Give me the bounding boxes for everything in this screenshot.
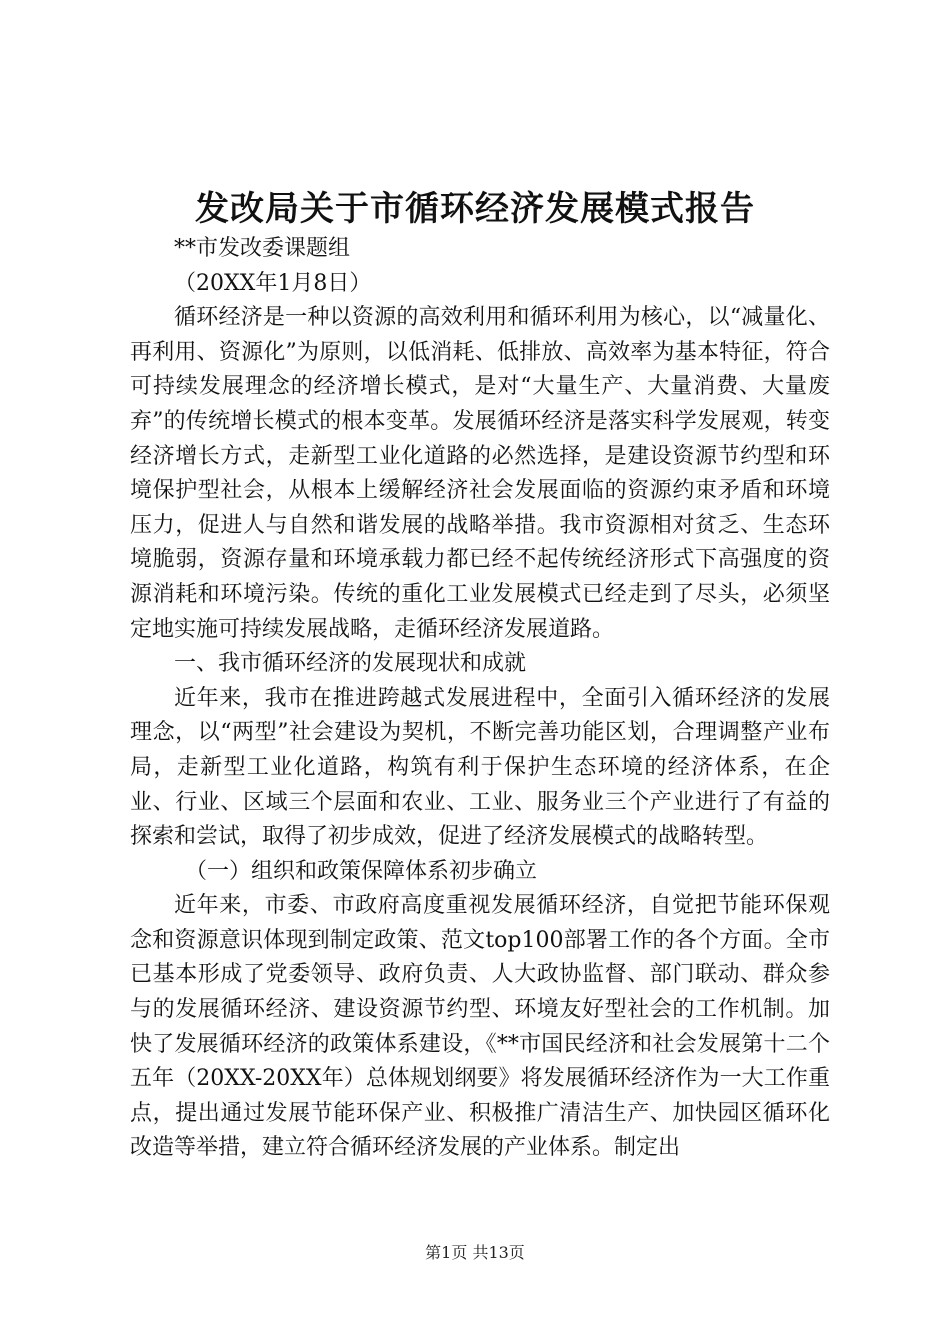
document-title: 发改局关于市循环经济发展模式报告: [195, 189, 755, 229]
page-number-footer: 第1页 共13页: [425, 1243, 525, 1262]
author-line: **市发改委课题组: [174, 236, 351, 261]
document-body: [130, 232, 830, 1166]
section-heading-1: 一、我市循环经济的发展现状和成就: [174, 651, 527, 677]
subsection-heading-1: （一）组织和政策保障体系初步确立: [185, 858, 538, 884]
date-line: （20XX年1月8日）: [174, 270, 372, 296]
paragraph-status: 近年来，我市在推进跨越式发展进程中，全面引入循环经济的发展理念，以“两型”社会建设为契机，不断完善功能区划，合理调整产业布局，走新型工业化道路，构筑有利于保护生态环境的经济体系，在企业、行业、区域三个层面和农业、工业、服务业三个产业进行了有益的探索和尝试，取得了初步成效，促进了经济发展模式的战略转型。: [130, 685, 830, 850]
paragraph-intro: 循环经济是一种以资源的高效利用和循环利用为核心，以“减量化、再利用、资源化”为原则，以低消耗、低排放、高效率为基本特征，符合可持续发展理念的经济增长模式，是对“大量生产、大量消费、大量废弃”的传统增长模式的根本变革。发展循环经济是落实科学发展观，转变经济增长方式，走新型工业化道路的必然选择，是建设资源节约型和环境保护型社会，从根本上缓解经济社会发展面临的资源约束矛盾和环境压力，促进人与自然和谐发展的战略举措。我市资源相对贫乏、生态环境脆弱，资源存量和环境承载力都已经不起传统经济形式下高强度的资源消耗和环境污染。传统的重化工业发展模式已经走到了尽头，必须坚定地实施可持续发展战略，走循环经济发展道路。: [130, 305, 830, 642]
paragraph-policy: 近年来，市委、市政府高度重视发展循环经济，自觉把节能环保观念和资源意识体现到制定政策、范文top100部署工作的各个方面。全市已基本形成了党委领导、政府负责、人大政协监督、部门联动、群众参与的发展循环经济、建设资源节约型、环境友好型社会的工作机制。加快了发展循环经济的政策体系建设，《**市国民经济和社会发展第十二个五年（20XX-20XX年）总体规划纲要》将发展循环经济作为一大工作重点，提出通过发展节能环保产业、积极推广清洁生产、加快园区循环化改造等举措，建立符合循环经济发展的产业体系。制定出: [130, 893, 830, 1161]
